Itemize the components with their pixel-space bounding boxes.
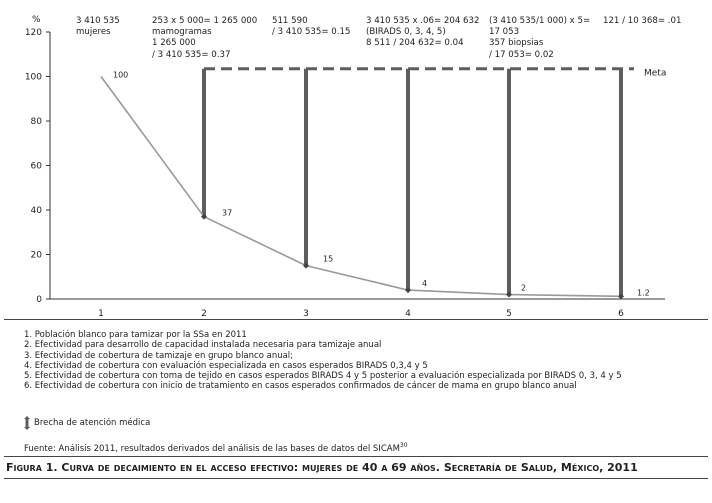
category-legend [24, 330, 622, 392]
annotation-4: 3 410 535 x .06= 204 632 (BIRADS 0, 3, 4, 5) 8 511 / 204 632= 0.04 [366, 16, 480, 49]
data-label-1: 100 [113, 70, 129, 80]
annotation-2: 253 x 5 000= 1 265 000 mamogramas 1 265 000 / 3 410 535= 0.37 [152, 16, 258, 60]
figure-caption: Figura 1. Curva de decaimiento en el acceso efectivo: mujeres de 40 a 69 años. Secretaría de Salud, México, 2011 [6, 461, 638, 474]
x-tick-3: 3 [303, 309, 309, 319]
gap-bar-5 [507, 69, 511, 295]
data-points [201, 214, 624, 300]
annotation-3: 511 590 / 3 410 535= 0.15 [272, 16, 351, 38]
y-unit-label: % [32, 15, 41, 25]
y-tick-40: 40 [30, 206, 42, 216]
data-point-3 [303, 263, 309, 269]
y-tick-120: 120 [24, 28, 42, 38]
gap-bar-6 [619, 69, 623, 297]
x-tick-2: 2 [201, 309, 207, 319]
source-note [24, 442, 408, 454]
gap-legend-label: Brecha de atención médica [34, 418, 151, 428]
x-tick-1: 1 [98, 309, 104, 319]
y-tick-100: 100 [24, 72, 42, 83]
meta-label: Meta [644, 68, 667, 79]
annotation-6: 121 / 10 368= .01 [603, 16, 682, 26]
x-tick-5: 5 [506, 309, 512, 319]
gap-bar-icon [24, 416, 30, 430]
divider-bottom [4, 456, 708, 457]
data-label-4: 4 [422, 279, 428, 289]
gap-bar-3 [304, 69, 308, 266]
source-ref: 30 [399, 442, 408, 449]
x-tick-4: 4 [405, 309, 411, 319]
x-tick-6: 6 [618, 309, 624, 319]
y-tick-20: 20 [30, 250, 42, 261]
data-label-3: 15 [323, 254, 334, 264]
data-point-6 [618, 293, 624, 299]
y-tick-0: 0 [36, 295, 42, 305]
legend-item-1: 1. Población blanco para tamizar por la SSa en 2011 [24, 330, 247, 340]
data-label-5: 2 [521, 283, 527, 293]
gap-bar-4 [406, 69, 410, 290]
annotation-1: 3 410 535 mujeres [76, 16, 120, 38]
data-point-4 [405, 287, 411, 293]
x-ticks [98, 309, 624, 319]
legend-item-2: 2. Efectividad para desarrollo de capacidad instalada necesaria para tamizaje anual [24, 340, 382, 351]
gap-legend [24, 416, 150, 430]
source-text: Fuente: Análisis 2011, resultados derivados del análisis de las bases de datos del SICAM [24, 443, 400, 454]
data-label-6: 1.2 [637, 288, 650, 298]
data-label-2: 37 [222, 208, 233, 218]
y-ticks [25, 28, 50, 305]
gap-bar-2 [202, 69, 206, 217]
data-point-5 [506, 292, 512, 298]
annotation-5: (3 410 535/1 000) x 5= 17 053 357 biopsias / 17 053= 0.02 [489, 16, 591, 60]
divider-top [4, 319, 708, 320]
legend-item-5: 5. Efectividad de cobertura con toma de tejido en casos esperados BIRADS 4 y 5 posterior a evaluación especializada por BIRADS 0, 3, 4 y 5 [24, 371, 622, 382]
gap-bars [202, 69, 623, 297]
y-tick-60: 60 [30, 161, 42, 172]
data-labels [113, 71, 650, 298]
legend-item-4: 4. Efectividad de cobertura con evaluación especializada en casos esperados BIRADS 0,3,4 y 5 [24, 360, 428, 371]
y-tick-80: 80 [30, 117, 42, 127]
decay-curve [101, 77, 621, 297]
legend-item-3: 3. Efectividad de cobertura de tamizaje en grupo blanco anual; [24, 350, 294, 361]
divider-caption [4, 478, 708, 479]
legend-item-6: 6. Efectividad de cobertura con inicio de tratamiento en casos esperados confirmados de cáncer de mama en grupo blanco anual [24, 381, 577, 392]
